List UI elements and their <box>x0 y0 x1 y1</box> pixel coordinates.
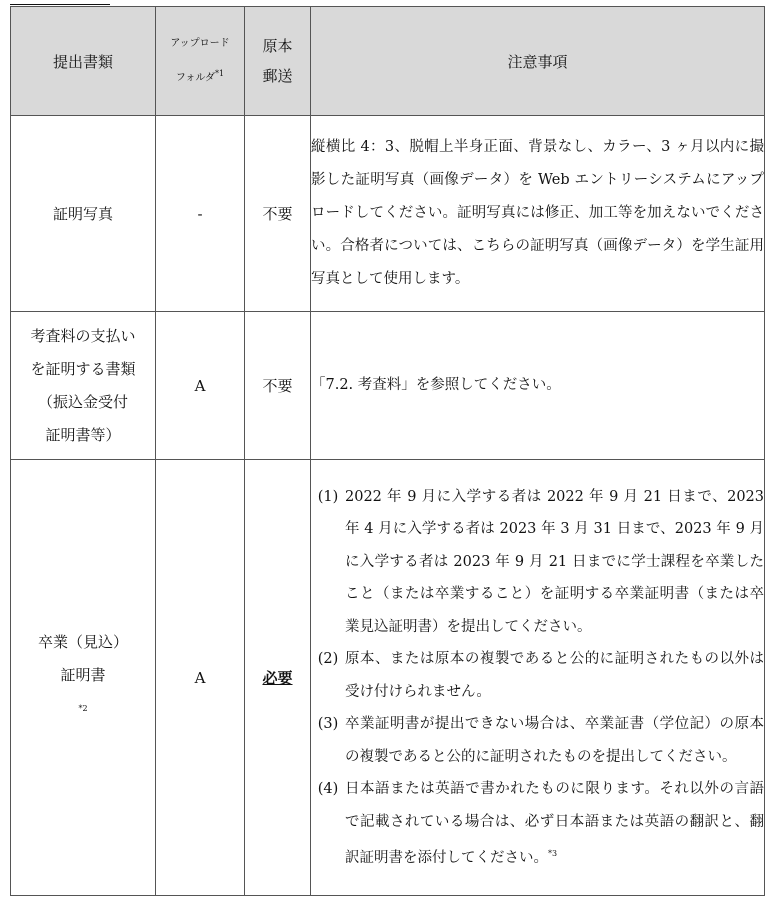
list-item: (1) 2022 年 9 月に入学する者は 2022 年 9 月 21 日まで、2023 年 4 月に入学する者は 2023 年 3 月 31 日まで、2023 年 9 月に入学する者は 2023 年 9 月 21 日までに学士課程を卒業したこと（または卒業すること）を証明する卒業証明書（または卒業見込証明書）を提出してください。 <box>317 488 764 635</box>
header-upload-folder: アップロード フォルダ$^{*1}$ <box>156 7 245 116</box>
row-folder: A <box>156 460 245 896</box>
document-requirements-table <box>10 6 765 896</box>
list-item: (3) 卒業証明書が提出できない場合は、卒業証書（学位記）の原本の複製であると公的に証明されたものを提出してください。 <box>317 716 764 765</box>
table-row <box>11 460 765 896</box>
table-row <box>11 312 765 460</box>
note-list <box>311 481 764 875</box>
list-item: (4) 日本語または英語で書かれたものに限ります。それ以外の言語で記載されている場合は、必ず日本語または英語の翻訳と、翻訳証明書を添付してください。$^{*3}$ <box>317 781 764 866</box>
header-notes: 注意事項 <box>311 7 765 116</box>
row-original-mail: 不要 <box>245 116 311 312</box>
row-folder: - <box>156 116 245 312</box>
list-item: (2) 原本、または原本の複製であると公的に証明されたもの以外は受け付けられません。 <box>317 651 764 700</box>
row-document-name: 証明写真 <box>11 116 156 312</box>
row-folder: A <box>156 312 245 460</box>
row-document-name: 卒業（見込） 証明書 $^{*2}$ <box>11 460 156 896</box>
note-text: 縦横比 4：3、脱帽上半身正面、背景なし、カラー、3 ヶ月以内に撮影した証明写真（画像データ）を Web エントリーシステムにアップロードしてください。証明写真には修正、加工等を加えないでください。合格者については、こちらの証明写真（画像データ）を学生証用写真として使用します。 <box>311 139 764 287</box>
row-document-name: 考査料の支払い を証明する書類 （振込金受付 証明書等） <box>11 312 156 460</box>
row-notes <box>311 312 765 460</box>
footnote-marker: *2 <box>78 704 88 713</box>
footnote-marker: *3 <box>548 849 558 859</box>
row-notes <box>311 116 765 312</box>
footnote-marker: *1 <box>215 68 225 78</box>
table-row <box>11 116 765 312</box>
required-emphasis: 必要 <box>262 669 293 687</box>
header-original-mail: 原本 郵送 <box>245 7 311 116</box>
top-rule <box>10 4 110 5</box>
header-row <box>11 7 765 116</box>
row-original-mail <box>245 460 311 896</box>
row-notes <box>311 460 765 896</box>
note-text: 「7.2. 考査料」を参照してください。 <box>311 377 561 393</box>
row-original-mail: 不要 <box>245 312 311 460</box>
header-document: 提出書類 <box>11 7 156 116</box>
